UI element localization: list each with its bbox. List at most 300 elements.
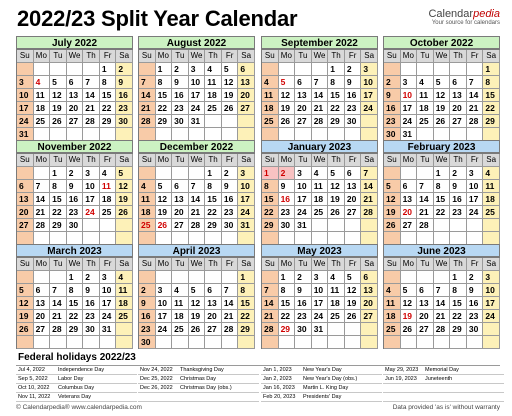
day-cell: 5 [222, 63, 239, 76]
day-cell: 24 [483, 310, 500, 323]
day-cell: 28 [189, 219, 206, 232]
day-name-header: We [189, 154, 206, 167]
empty-day-cell [116, 336, 133, 349]
empty-day-cell [189, 167, 206, 180]
month-day-grid [138, 257, 255, 349]
logo-name-suffix: pedia [473, 8, 500, 20]
day-cell: 21 [189, 206, 206, 219]
day-cell: 30 [295, 323, 312, 336]
day-cell: 7 [434, 284, 451, 297]
day-cell: 26 [328, 206, 345, 219]
holiday-row [261, 393, 382, 402]
day-cell: 5 [17, 284, 34, 297]
day-name-header: Tu [417, 154, 434, 167]
day-name-header: Sa [116, 258, 133, 271]
day-cell: 26 [434, 115, 451, 128]
holiday-date: Oct 10, 2022 [18, 385, 50, 391]
day-cell: 11 [34, 89, 51, 102]
day-cell: 10 [401, 89, 418, 102]
day-cell: 30 [222, 219, 239, 232]
day-cell: 30 [83, 323, 100, 336]
day-cell: 13 [417, 297, 434, 310]
day-cell: 27 [238, 102, 255, 115]
day-cell: 28 [83, 115, 100, 128]
day-cell: 3 [295, 167, 312, 180]
day-cell: 10 [483, 284, 500, 297]
calendarpedia-logo[interactable] [428, 8, 500, 27]
holiday-date: Nov 11, 2022 [18, 394, 51, 400]
logo-name-prefix: Calendar [428, 8, 474, 20]
empty-day-cell [467, 63, 484, 76]
day-cell: 23 [384, 115, 401, 128]
day-cell: 10 [17, 89, 34, 102]
day-cell: 29 [279, 323, 296, 336]
day-cell: 5 [401, 284, 418, 297]
day-cell: 6 [401, 180, 418, 193]
day-name-header: We [312, 258, 329, 271]
empty-day-cell [295, 63, 312, 76]
day-cell: 20 [295, 102, 312, 115]
day-cell: 17 [401, 102, 418, 115]
month-title: October 2022 [383, 36, 500, 49]
month-march-2023 [16, 244, 133, 349]
day-cell: 28 [139, 115, 156, 128]
day-cell: 2 [279, 167, 296, 180]
day-cell: 13 [205, 297, 222, 310]
holiday-date: Jul 4, 2022 [18, 367, 45, 373]
day-cell: 25 [100, 206, 117, 219]
day-cell: 30 [345, 115, 362, 128]
day-cell: 25 [139, 219, 156, 232]
month-title: August 2022 [138, 36, 255, 49]
empty-day-cell [361, 115, 378, 128]
day-cell: 11 [205, 76, 222, 89]
day-cell: 9 [116, 76, 133, 89]
day-cell: 22 [262, 206, 279, 219]
holiday-name: Labor Day [58, 376, 84, 382]
day-cell: 24 [17, 115, 34, 128]
holiday-name: Independence Day [58, 367, 105, 373]
holiday-name: Christmas Day (obs.) [180, 385, 232, 391]
empty-day-cell [189, 336, 206, 349]
day-name-header: Mo [34, 258, 51, 271]
day-cell: 24 [238, 206, 255, 219]
day-name-header: Th [328, 50, 345, 63]
day-cell: 5 [328, 167, 345, 180]
empty-day-cell [17, 336, 34, 349]
day-cell: 2 [345, 63, 362, 76]
day-cell: 27 [361, 310, 378, 323]
day-cell: 16 [467, 297, 484, 310]
day-cell: 12 [345, 284, 362, 297]
day-name-header: We [67, 258, 84, 271]
day-cell: 4 [172, 284, 189, 297]
month-day-grid [16, 49, 133, 141]
holiday-row [383, 384, 504, 393]
day-cell: 2 [384, 76, 401, 89]
empty-day-cell [222, 336, 239, 349]
day-cell: 15 [50, 193, 67, 206]
day-cell: 12 [384, 193, 401, 206]
day-cell: 26 [222, 102, 239, 115]
day-name-header: Fr [222, 258, 239, 271]
day-cell: 31 [100, 323, 117, 336]
day-cell: 21 [139, 102, 156, 115]
day-cell: 10 [295, 180, 312, 193]
month-april-2023 [138, 244, 255, 349]
day-name-header: Tu [295, 154, 312, 167]
day-cell: 4 [483, 167, 500, 180]
empty-day-cell [17, 63, 34, 76]
day-cell: 17 [238, 193, 255, 206]
day-cell: 20 [361, 297, 378, 310]
day-cell: 8 [67, 284, 84, 297]
empty-day-cell [361, 336, 378, 349]
month-title: June 2023 [383, 244, 500, 257]
empty-day-cell [312, 336, 329, 349]
day-cell: 7 [262, 284, 279, 297]
holiday-date: Jan 16, 2023 [263, 385, 295, 391]
day-cell: 25 [483, 206, 500, 219]
day-cell: 11 [483, 180, 500, 193]
day-cell: 28 [361, 206, 378, 219]
day-cell: 18 [100, 193, 117, 206]
month-day-grid [138, 153, 255, 245]
day-name-header: We [67, 50, 84, 63]
day-cell: 3 [189, 63, 206, 76]
day-cell: 3 [401, 76, 418, 89]
day-name-header: Mo [156, 50, 173, 63]
day-cell: 18 [116, 297, 133, 310]
day-cell: 2 [467, 271, 484, 284]
day-name-header: We [434, 154, 451, 167]
day-cell: 16 [345, 89, 362, 102]
day-cell: 25 [116, 310, 133, 323]
day-name-header: Su [139, 258, 156, 271]
day-cell: 23 [116, 102, 133, 115]
day-cell: 14 [34, 193, 51, 206]
holiday-name: Presidents' Day [303, 394, 342, 400]
day-cell: 31 [295, 219, 312, 232]
day-cell: 22 [279, 310, 296, 323]
day-cell: 1 [328, 63, 345, 76]
day-cell: 17 [100, 297, 117, 310]
day-cell: 13 [345, 180, 362, 193]
day-cell: 4 [139, 180, 156, 193]
day-cell: 8 [238, 284, 255, 297]
day-cell: 11 [417, 89, 434, 102]
day-cell: 13 [361, 284, 378, 297]
day-cell: 13 [17, 193, 34, 206]
day-cell: 2 [67, 167, 84, 180]
day-cell: 21 [361, 193, 378, 206]
day-cell: 7 [34, 180, 51, 193]
day-cell: 26 [156, 219, 173, 232]
empty-day-cell [238, 336, 255, 349]
day-cell: 2 [116, 63, 133, 76]
month-title: January 2023 [261, 140, 378, 153]
day-cell: 7 [312, 76, 329, 89]
month-july-2022 [16, 36, 133, 141]
day-cell: 27 [34, 323, 51, 336]
holiday-date: Sep 5, 2022 [18, 376, 48, 382]
day-cell: 12 [279, 89, 296, 102]
holiday-name: Juneteenth [425, 376, 453, 382]
day-cell: 4 [262, 76, 279, 89]
day-cell: 20 [401, 206, 418, 219]
day-cell: 6 [205, 284, 222, 297]
day-cell: 8 [50, 180, 67, 193]
day-cell: 24 [189, 102, 206, 115]
day-cell: 16 [222, 193, 239, 206]
day-cell: 29 [50, 219, 67, 232]
day-cell: 23 [467, 310, 484, 323]
day-cell: 18 [34, 102, 51, 115]
empty-day-cell [312, 219, 329, 232]
day-name-header: Th [328, 258, 345, 271]
empty-day-cell [384, 167, 401, 180]
day-cell: 5 [384, 180, 401, 193]
day-name-header: Mo [401, 50, 418, 63]
holiday-name: Martin L. King Day [303, 385, 349, 391]
day-name-header: We [434, 50, 451, 63]
day-name-header: We [189, 50, 206, 63]
month-title: July 2022 [16, 36, 133, 49]
day-cell: 27 [401, 219, 418, 232]
day-cell: 9 [295, 284, 312, 297]
day-cell: 20 [17, 206, 34, 219]
day-cell: 17 [83, 193, 100, 206]
day-cell: 27 [450, 115, 467, 128]
day-name-header: Th [83, 154, 100, 167]
footer-copyright[interactable]: © Calendarpedia® www.calendarpedia.com [16, 404, 142, 411]
empty-day-cell [222, 271, 239, 284]
day-cell: 12 [328, 180, 345, 193]
day-cell: 6 [417, 284, 434, 297]
day-cell: 16 [384, 102, 401, 115]
day-name-header: Sa [238, 50, 255, 63]
holiday-row [261, 384, 382, 393]
day-cell: 27 [295, 115, 312, 128]
day-cell: 19 [189, 310, 206, 323]
holiday-row [383, 366, 504, 375]
day-cell: 19 [279, 102, 296, 115]
empty-day-cell [205, 271, 222, 284]
day-cell: 27 [345, 206, 362, 219]
month-day-grid [383, 257, 500, 349]
day-cell: 7 [139, 76, 156, 89]
empty-day-cell [345, 323, 362, 336]
day-cell: 5 [279, 76, 296, 89]
day-cell: 19 [384, 206, 401, 219]
day-cell: 15 [262, 193, 279, 206]
empty-day-cell [139, 167, 156, 180]
day-cell: 18 [262, 102, 279, 115]
day-cell: 27 [172, 219, 189, 232]
day-cell: 6 [172, 180, 189, 193]
day-cell: 17 [483, 297, 500, 310]
empty-day-cell [401, 336, 418, 349]
day-name-header: We [189, 258, 206, 271]
day-cell: 20 [172, 206, 189, 219]
month-october-2022 [383, 36, 500, 141]
day-cell: 23 [345, 102, 362, 115]
empty-day-cell [67, 63, 84, 76]
day-cell: 14 [189, 193, 206, 206]
holiday-date: Nov 24, 2022 [140, 367, 173, 373]
empty-day-cell [467, 219, 484, 232]
day-cell: 4 [312, 167, 329, 180]
month-january-2023 [261, 140, 378, 245]
day-cell: 21 [434, 310, 451, 323]
day-cell: 12 [156, 193, 173, 206]
day-cell: 25 [262, 115, 279, 128]
day-cell: 28 [50, 323, 67, 336]
day-name-header: Th [205, 50, 222, 63]
day-cell: 6 [450, 76, 467, 89]
day-cell: 20 [417, 310, 434, 323]
day-cell: 26 [279, 115, 296, 128]
day-cell: 9 [384, 89, 401, 102]
day-name-header: Mo [401, 258, 418, 271]
day-name-header: Sa [483, 154, 500, 167]
month-september-2022 [261, 36, 378, 141]
day-cell: 1 [279, 271, 296, 284]
day-cell: 2 [450, 167, 467, 180]
day-cell: 8 [434, 180, 451, 193]
day-cell: 1 [434, 167, 451, 180]
day-name-header: Mo [34, 154, 51, 167]
day-name-header: Fr [345, 258, 362, 271]
month-august-2022 [138, 36, 255, 141]
day-cell: 27 [67, 115, 84, 128]
day-cell: 29 [238, 323, 255, 336]
day-cell: 30 [279, 219, 296, 232]
day-cell: 7 [83, 76, 100, 89]
day-name-header: Mo [279, 258, 296, 271]
empty-day-cell [34, 271, 51, 284]
day-cell: 11 [172, 297, 189, 310]
day-cell: 8 [100, 76, 117, 89]
empty-day-cell [83, 219, 100, 232]
empty-day-cell [384, 271, 401, 284]
day-cell: 18 [483, 193, 500, 206]
day-cell: 7 [189, 180, 206, 193]
day-cell: 16 [172, 89, 189, 102]
day-cell: 14 [467, 89, 484, 102]
day-cell: 29 [67, 323, 84, 336]
empty-day-cell [262, 336, 279, 349]
empty-day-cell [262, 63, 279, 76]
holiday-row [138, 375, 259, 384]
empty-day-cell [434, 336, 451, 349]
day-cell: 16 [279, 193, 296, 206]
day-name-header: Fr [467, 50, 484, 63]
day-cell: 15 [238, 297, 255, 310]
day-name-header: Fr [100, 258, 117, 271]
day-cell: 9 [67, 180, 84, 193]
empty-day-cell [450, 336, 467, 349]
day-name-header: Sa [238, 154, 255, 167]
day-cell: 22 [434, 206, 451, 219]
day-cell: 18 [205, 89, 222, 102]
day-cell: 9 [172, 76, 189, 89]
empty-day-cell [279, 63, 296, 76]
day-cell: 13 [450, 89, 467, 102]
day-name-header: Mo [156, 258, 173, 271]
day-cell: 26 [189, 323, 206, 336]
day-cell: 4 [384, 284, 401, 297]
day-cell: 28 [312, 115, 329, 128]
day-cell: 3 [238, 167, 255, 180]
day-cell: 23 [279, 206, 296, 219]
day-cell: 11 [328, 284, 345, 297]
day-cell: 18 [417, 102, 434, 115]
day-cell: 19 [17, 310, 34, 323]
day-cell: 21 [50, 310, 67, 323]
month-title: November 2022 [16, 140, 133, 153]
day-cell: 28 [417, 219, 434, 232]
day-name-header: Sa [483, 258, 500, 271]
day-cell: 15 [100, 89, 117, 102]
day-cell: 9 [139, 297, 156, 310]
empty-day-cell [156, 336, 173, 349]
day-cell: 3 [100, 271, 117, 284]
day-cell: 26 [401, 323, 418, 336]
day-name-header: We [312, 50, 329, 63]
day-cell: 1 [67, 271, 84, 284]
day-cell: 14 [312, 89, 329, 102]
day-cell: 19 [401, 310, 418, 323]
day-cell: 26 [345, 310, 362, 323]
day-cell: 11 [312, 180, 329, 193]
holiday-column [261, 366, 382, 402]
day-cell: 7 [50, 284, 67, 297]
day-cell: 24 [295, 206, 312, 219]
day-cell: 21 [417, 206, 434, 219]
empty-day-cell [262, 271, 279, 284]
empty-day-cell [205, 336, 222, 349]
empty-day-cell [417, 167, 434, 180]
empty-day-cell [222, 115, 239, 128]
empty-day-cell [483, 219, 500, 232]
holiday-name: Thanksgiving Day [180, 367, 224, 373]
empty-day-cell [384, 336, 401, 349]
day-cell: 18 [139, 206, 156, 219]
holiday-row [138, 393, 259, 402]
empty-day-cell [417, 336, 434, 349]
day-cell: 9 [279, 180, 296, 193]
holiday-date: Jan 2, 2023 [263, 376, 292, 382]
day-cell: 8 [328, 76, 345, 89]
day-name-header: Fr [222, 50, 239, 63]
day-name-header: Mo [156, 154, 173, 167]
day-cell: 28 [34, 219, 51, 232]
day-cell: 5 [156, 180, 173, 193]
day-cell: 23 [450, 206, 467, 219]
day-name-header: Su [384, 154, 401, 167]
empty-day-cell [401, 167, 418, 180]
day-cell: 31 [17, 128, 34, 141]
day-cell: 14 [434, 297, 451, 310]
day-cell: 12 [50, 89, 67, 102]
day-cell: 5 [116, 167, 133, 180]
holiday-date: Dec 25, 2022 [140, 376, 173, 382]
month-title: April 2023 [138, 244, 255, 257]
empty-day-cell [401, 63, 418, 76]
empty-day-cell [34, 167, 51, 180]
day-cell: 21 [34, 206, 51, 219]
